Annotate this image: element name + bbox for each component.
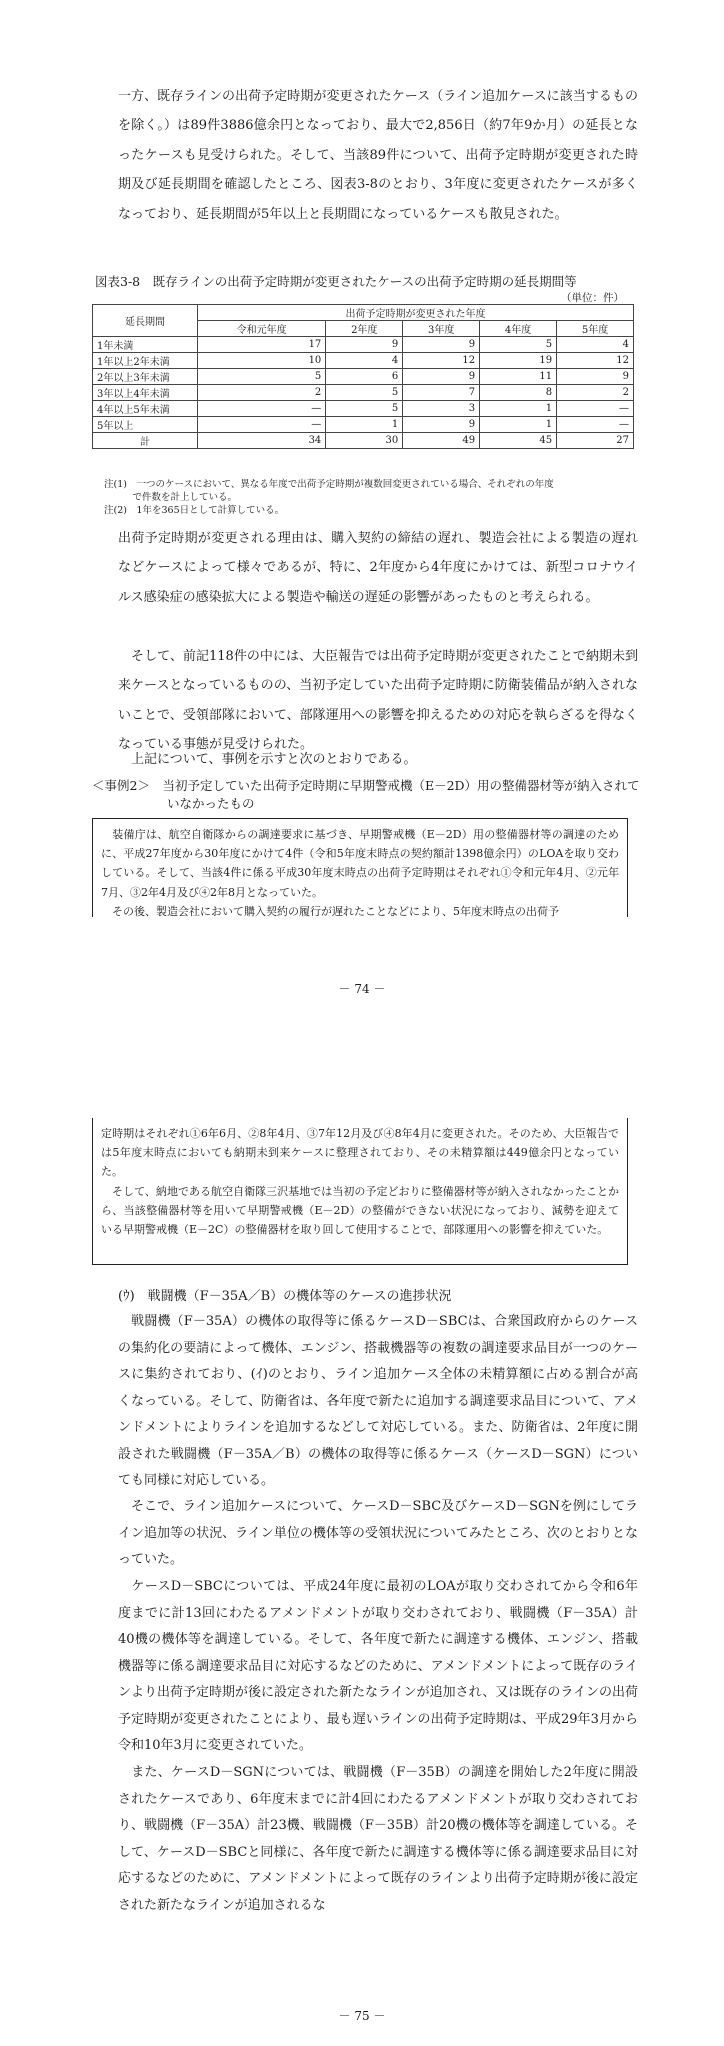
table-cell: 5 xyxy=(326,401,403,417)
page-number: － 75 － xyxy=(338,2009,386,2023)
total-label: 計 xyxy=(93,433,198,449)
table-cell: 19 xyxy=(480,353,557,369)
table-cell: 5 xyxy=(326,385,403,401)
section-heading: (ｳ) 戦闘機（F－35A／B）の機体等のケースの進捗状況 xyxy=(118,1289,452,1304)
table-cell: 5 xyxy=(198,369,326,385)
table-cell: 2 xyxy=(557,385,634,401)
row-label: 3年以上4年未満 xyxy=(93,385,198,401)
column-header: 5年度 xyxy=(557,321,634,337)
table-cell: 9 xyxy=(403,417,480,433)
table-cell: 17 xyxy=(198,337,326,353)
table-cell: 3 xyxy=(403,401,480,417)
table-row xyxy=(93,353,634,369)
table-cell: 7 xyxy=(403,385,480,401)
row-label: 2年以上3年未満 xyxy=(93,369,198,385)
column-header: 3年度 xyxy=(403,321,480,337)
table-cell: — xyxy=(198,417,326,433)
column-header: 4年度 xyxy=(480,321,557,337)
table-cell: 5 xyxy=(480,337,557,353)
table-note-1: 注(1) 一つのケースにおいて、異なる年度で出荷予定時期が複数回変更されている場合、それぞれの年度 で件数を計上している。 xyxy=(104,479,554,503)
total-cell: 34 xyxy=(198,433,326,449)
paragraph-line-status: そこで、ライン追加ケースについて、ケースD－SBC及びケースD－SGNを例にしてライン追加等の状況、ライン単位の機体等の受領状況についてみたところ、次のとおりとなっていた。 xyxy=(118,1499,638,1567)
table-row xyxy=(93,401,634,417)
total-cell: 27 xyxy=(557,433,634,449)
table-cell: 9 xyxy=(557,369,634,385)
table-cell: 4 xyxy=(557,337,634,353)
table-cell: 9 xyxy=(403,369,480,385)
table-corner-header: 延長期間 xyxy=(93,305,198,337)
table-cell: 11 xyxy=(480,369,557,385)
case-box-part2 xyxy=(92,1118,628,1265)
paragraph-example-intro: 上記について、事例を示すと次のとおりである。 xyxy=(118,752,417,767)
case-box-paragraph: 装備庁は、航空自衛隊からの調達要求に基づき、早期警戒機（E－2D）用の整備器材等の調達のために、平成27年度から30年度にかけて4件（令和5年度末時点の契約額計1398億余円）のLOAを取り交わしている。そして、当該4件に係る平成30年度末時点の出荷予定時期はそれぞれ①令和元年4月、②元年7月、③2年4月及び④2年8月となっていた。 xyxy=(101,828,619,899)
table-group-header: 出荷予定時期が変更された年度 xyxy=(198,305,634,321)
table-cell: 9 xyxy=(403,337,480,353)
row-label: 1年未満 xyxy=(93,337,198,353)
extension-period-table xyxy=(92,304,634,449)
total-cell: 30 xyxy=(326,433,403,449)
table-cell: 1 xyxy=(326,417,403,433)
table-cell: 12 xyxy=(403,353,480,369)
table-unit: （単位：件） xyxy=(561,292,624,304)
paragraph-extension-overview: 一方、既存ラインの出荷予定時期が変更されたケース（ライン追加ケースに該当するものを除く。）は89件3886億余円となっており、最大で2,856日（約7年9か月）の延長となったケースも見受けられた。そして、当該89件について、出荷予定時期が変更された時期及び延長期間を確認したところ、図表3-8のとおり、3年度に変更されたケースが多くなっており、延長期間が5年以上と長期間になっているケースも散見された。 xyxy=(118,89,638,222)
table-cell: 1 xyxy=(480,417,557,433)
table-row xyxy=(93,337,634,353)
table-cell: 1 xyxy=(480,401,557,417)
row-label: 4年以上5年未満 xyxy=(93,401,198,417)
column-header: 2年度 xyxy=(326,321,403,337)
table-row xyxy=(93,369,634,385)
case-box-paragraph: そして、納地である航空自衛隊三沢基地では当初の予定どおりに整備器材等が納入されなかったことから、当該整備器材等を用いて早期警戒機（E－2D）の整備ができない状況になっており、減勢を迎えている早期警戒機（E－2C）の整備器材を取り回して使用することで、部隊運用への影響を抑えていた。 xyxy=(101,1184,619,1237)
case-box-paragraph: 定時期はそれぞれ①6年6月、②8年4月、③7年12月及び④8年4月に変更された。そのため、大臣報告では5年度末時点においても納期未到来ケースに整理されており、その未精算額は449億余円となっていた。 xyxy=(101,1127,619,1179)
table-cell: — xyxy=(557,401,634,417)
row-label: 1年以上2年未満 xyxy=(93,353,198,369)
page-number: － 74 － xyxy=(338,982,386,996)
table-row xyxy=(93,417,634,433)
row-label: 5年以上 xyxy=(93,417,198,433)
table-cell: — xyxy=(557,417,634,433)
paragraph-case-sgn: また、ケースD－SGNについては、戦闘機（F－35B）の調達を開始した2年度に開設されたケースであり、6年度末までに計4回にわたるアメンドメントが取り交わされており、戦闘機（F－35A）計23機、戦闘機（F－35B）計20機の機体等を調達している。そして、ケースD－SBCと同様に、各年度で新たに調達する機体等に係る調達要求品目に対応するなどのために、アメンドメントによって既存のラインより出荷予定時期が後に設定された新たなラインが追加されるな xyxy=(118,1765,638,1913)
column-header: 令和元年度 xyxy=(198,321,326,337)
total-cell: 45 xyxy=(480,433,557,449)
table-cell: 9 xyxy=(326,337,403,353)
table-cell: 8 xyxy=(480,385,557,401)
table-cell: 6 xyxy=(326,369,403,385)
figure-caption: 図表3-8 既存ラインの出荷予定時期が変更されたケースの出荷予定時期の延長期間等 xyxy=(95,274,577,289)
table-cell: 10 xyxy=(198,353,326,369)
case-box-paragraph: その後、製造会社において購入契約の履行が遅れたことなどにより、5年度末時点の出荷予 xyxy=(101,904,559,918)
paragraph-unit-impact: そして、前記118件の中には、大臣報告では出荷予定時期が変更されたことで納期未到来ケースとなっているものの、当初予定していた出荷予定時期に防衛装備品が納入されないことで、受領部隊において、部隊運用への影響を抑えるための対応を執らざるを得なくなっている事態が見受けられた。 xyxy=(118,649,638,753)
table-note-2: 注(2) 1年を365日として計算している。 xyxy=(104,505,285,516)
case-heading: ＜事例2＞ 当初予定していた出荷予定時期に早期警戒機（E－2D）用の整備器材等が納入されて いなかったもの xyxy=(92,778,640,811)
table-cell: 2 xyxy=(198,385,326,401)
paragraph-case-sbc: ケースD－SBCについては、平成24年度に最初のLOAが取り交わされてから令和6年度までに計13回にわたるアメンドメントが取り交わされており、戦闘機（F－35A）計40機の機体等を調達している。そして、各年度で新たに調達する機体、エンジン、搭載機器等に係る調達要求品目に対応するなどのために、アメンドメントによって既存のラインより出荷予定時期が後に設定された新たなラインが追加され、又は既存のラインの出荷予定時期が変更されたことにより、最も遅いラインの出荷予定時期は、平成29年3月から令和10年3月に変更されていた。 xyxy=(118,1579,639,1753)
table-cell: 12 xyxy=(557,353,634,369)
paragraph-fighter-case: 戦闘機（F－35A）の機体の取得等に係るケースD－SBCは、合衆国政府からのケースの集約化の要請によって機体、エンジン、搭載機器等の複数の調達要求品目が一つのケースに集約されており、(ｲ)のとおり、ライン追加ケース全体の未精算額に占める割合が高くなっている。そして、防衛省は、各年度で新たに追加する調達要求品目について、アメンドメントによりラインを追加するなどして対応している。また、防衛省は、2年度に開設された戦闘機（F－35A／B）の機体の取得等に係るケース（ケースD－SGN）についても同様に対応している。 xyxy=(118,1314,638,1488)
table-cell: — xyxy=(198,401,326,417)
case-box-part1 xyxy=(92,818,628,917)
table-total-row xyxy=(93,433,634,449)
table-cell: 4 xyxy=(326,353,403,369)
total-cell: 49 xyxy=(403,433,480,449)
paragraph-change-reasons: 出荷予定時期が変更される理由は、購入契約の締結の遅れ、製造会社による製造の遅れなどケースによって様々であるが、特に、2年度から4年度にかけては、新型コロナウイルス感染症の感染拡大による製造や輸送の遅延の影響があったものと考えられる。 xyxy=(118,531,638,605)
table-row xyxy=(93,385,634,401)
